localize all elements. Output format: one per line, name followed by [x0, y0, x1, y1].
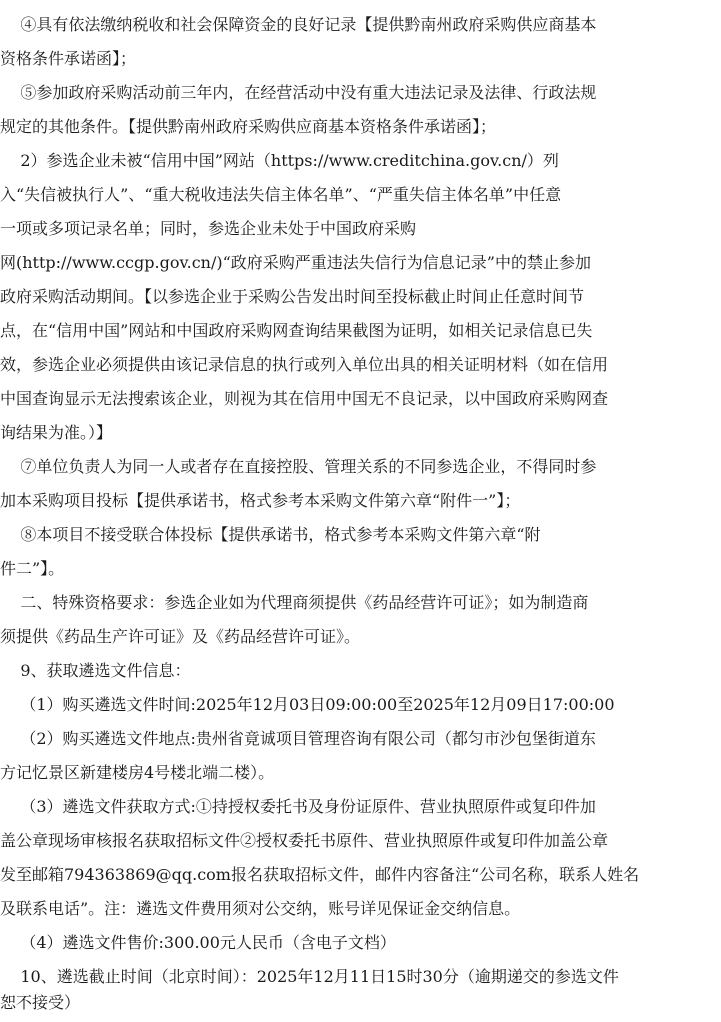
text-line: 规定的其他条件。【提供黔南州政府采购供应商基本资格条件承诺函】；	[0, 117, 497, 136]
text-line: 加本采购项目投标【提供承诺书，格式参考本采购文件第六章“附件一”】；	[0, 491, 521, 510]
text-line: 入“失信被执行人”、“重大税收违法失信主体名单”、“严重失信主体名单”中任意	[0, 185, 562, 204]
text-line: （1）购买遴选文件时间:2025年12月03日09:00:00至2025年12月09日17:00:00	[0, 695, 615, 714]
text-line: 发至邮箱794363869@qq.com报名获取招标文件，邮件内容备注“公司名称，联系人姓名	[0, 865, 640, 884]
text-line: ⑧本项目不接受联合体投标【提供承诺书，格式参考本采购文件第六章“附	[0, 525, 541, 544]
text-line: （4）遴选文件售价:300.00元人民币（含电子文档）	[0, 933, 396, 952]
text-line: 盖公章现场审核报名获取招标文件②授权委托书原件、营业执照原件或复印件加盖公章	[0, 831, 609, 850]
text-line: 10、遴选截止时间（北京时间）：2025年12月11日15时30分（逾期递交的参选文件	[0, 967, 619, 986]
text-line: 一项或多项记录名单；同时，参选企业未处于中国政府采购	[0, 219, 417, 238]
text-line: 件二”】。	[0, 559, 65, 578]
text-line: ⑦单位负责人为同一人或者存在直接控股、管理关系的不同参选企业，不得同时参	[0, 457, 597, 476]
text-line: 及联系电话”。注：遴选文件费用须对公交纳，账号详见保证金交纳信息。	[0, 899, 521, 918]
text-line: 询结果为准。）】	[0, 423, 113, 442]
text-line: 9、获取遴选文件信息：	[0, 661, 191, 680]
text-line: （2）购买遴选文件地点:贵州省竟诚项目管理咨询有限公司（都匀市沙包堡街道东	[0, 729, 596, 748]
text-line: 中国查询显示无法搜索该企业，则视为其在信用中国无不良记录，以中国政府采购网查	[0, 389, 609, 408]
text-line: 恕不接受）	[0, 993, 81, 1012]
text-line: 须提供《药品生产许可证》及《药品经营许可证》。	[0, 627, 361, 646]
text-line: 网(http://www.ccgp.gov.cn/)“政府采购严重违法失信行为信息记录”中的禁止参加	[0, 253, 591, 272]
text-line: 2）参选企业未被“信用中国”网站（https://www.creditchina.gov.cn/）列	[0, 151, 559, 170]
text-line: （3）遴选文件获取方式:①持授权委托书及身份证原件、营业执照原件或复印件加	[0, 797, 596, 816]
text-line: 方记忆景区新建楼房4号楼北端二楼）。	[0, 763, 275, 782]
text-line: ⑤参加政府采购活动前三年内，在经营活动中没有重大违法记录及法律、行政法规	[0, 83, 597, 102]
text-line: ④具有依法缴纳税收和社会保障资金的良好记录【提供黔南州政府采购供应商基本	[0, 15, 597, 34]
text-line: 资格条件承诺函】；	[0, 49, 137, 68]
text-line: 点，在“信用中国”网站和中国政府采购网查询结果截图为证明，如相关记录信息已失	[0, 321, 593, 340]
text-line: 二、特殊资格要求：参选企业如为代理商须提供《药品经营许可证》；如为制造商	[0, 593, 589, 612]
text-line: 效，参选企业必须提供由该记录信息的执行或列入单位出具的相关证明材料（如在信用	[0, 355, 609, 374]
text-line: 政府采购活动期间。【以参选企业于采购公告发出时间至投标截止时间止任意时间节	[0, 287, 585, 306]
